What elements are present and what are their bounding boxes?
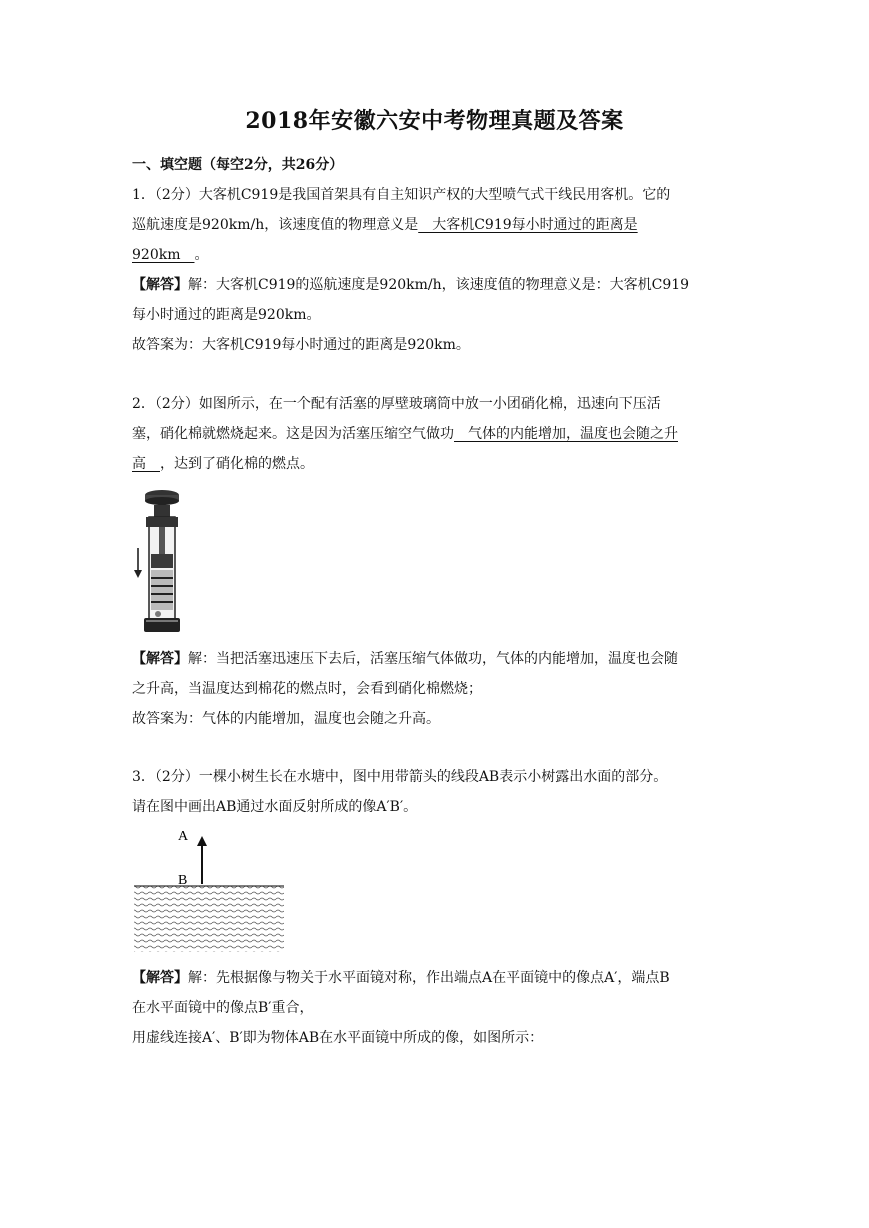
- q2-line-1: 2．（2分）如图所示，在一个配有活塞的厚壁玻璃筒中放一小团硝化棉，迅速向下压活: [132, 396, 661, 412]
- section-heading: 一、填空题（每空2分，共26分）: [132, 157, 344, 173]
- q1-answer-part-1: 大客机C919每小时通过的距离是: [418, 217, 638, 233]
- q1-answer-part-2: 920km: [132, 247, 195, 263]
- piston-cylinder-figure: [132, 486, 188, 636]
- point-a-label: A: [178, 829, 189, 844]
- tree-water-figure: [132, 824, 288, 956]
- q2-solution-line-2: 之升高，当温度达到棉花的燃点时，会看到硝化棉燃烧；: [132, 681, 482, 697]
- q2-end-text: ，达到了硝化棉的燃点。: [160, 456, 314, 472]
- point-b-label: B: [178, 873, 188, 888]
- q3-solution-line-1: [132, 968, 670, 988]
- q2-answer-part-1: 气体的内能增加，温度也会随之升: [454, 426, 678, 442]
- page-title: 2018年安徽六安中考物理真题及答案: [245, 108, 624, 134]
- q3-line-2: 请在图中画出AB通过水面反射所成的像A′B′。: [132, 799, 418, 815]
- q3-solution-line-3: 用虚线连接A′、B′即为物体AB在水平面镜中所成的像，如图所示：: [132, 1030, 544, 1046]
- q2-solution-tag: 【解答】: [132, 651, 188, 667]
- q1-text: 巡航速度是920km/h，该速度值的物理意义是: [132, 217, 419, 233]
- q3-solution-tag: 【解答】: [132, 970, 188, 986]
- q3-line-1: 3．（2分）一棵小树生长在水塘中，图中用带箭头的线段AB表示小树露出水面的部分。: [132, 769, 668, 785]
- q2-final-answer: 故答案为：气体的内能增加，温度也会随之升高。: [132, 711, 440, 727]
- q2-text: 塞，硝化棉就燃烧起来。这是因为活塞压缩空气做功: [132, 426, 454, 442]
- q2-solution-line-1: [132, 649, 678, 669]
- q1-line-2: [132, 215, 638, 235]
- q2-line-3: [132, 454, 314, 474]
- q1-solution-line-1: [132, 275, 689, 295]
- q1-solution-text: 解：大客机C919的巡航速度是920km/h，该速度值的物理意义是：大客机C919: [188, 277, 690, 293]
- q3-solution-text: 解：先根据像与物关于水平面镜对称，作出端点A在平面镜中的像点A′，端点B: [188, 970, 670, 986]
- q1-end-text: 。: [194, 247, 209, 263]
- q1-solution-tag: 【解答】: [132, 277, 188, 293]
- q1-line-1: 1．（2分）大客机C919是我国首架具有自主知识产权的大型喷气式干线民用客机。它的: [132, 187, 671, 203]
- q1-line-3: [132, 245, 208, 265]
- q2-answer-part-2: 高: [132, 456, 160, 472]
- q2-line-2: [132, 424, 678, 444]
- q1-final-answer: 故答案为：大客机C919每小时通过的距离是920km。: [132, 337, 470, 353]
- q3-solution-line-2: 在水平面镜中的像点B′重合，: [132, 1000, 314, 1016]
- q2-solution-text: 解：当把活塞迅速压下去后，活塞压缩气体做功，气体的内能增加，温度也会随: [188, 651, 678, 667]
- q1-solution-line-2: 每小时通过的距离是920km。: [132, 307, 321, 323]
